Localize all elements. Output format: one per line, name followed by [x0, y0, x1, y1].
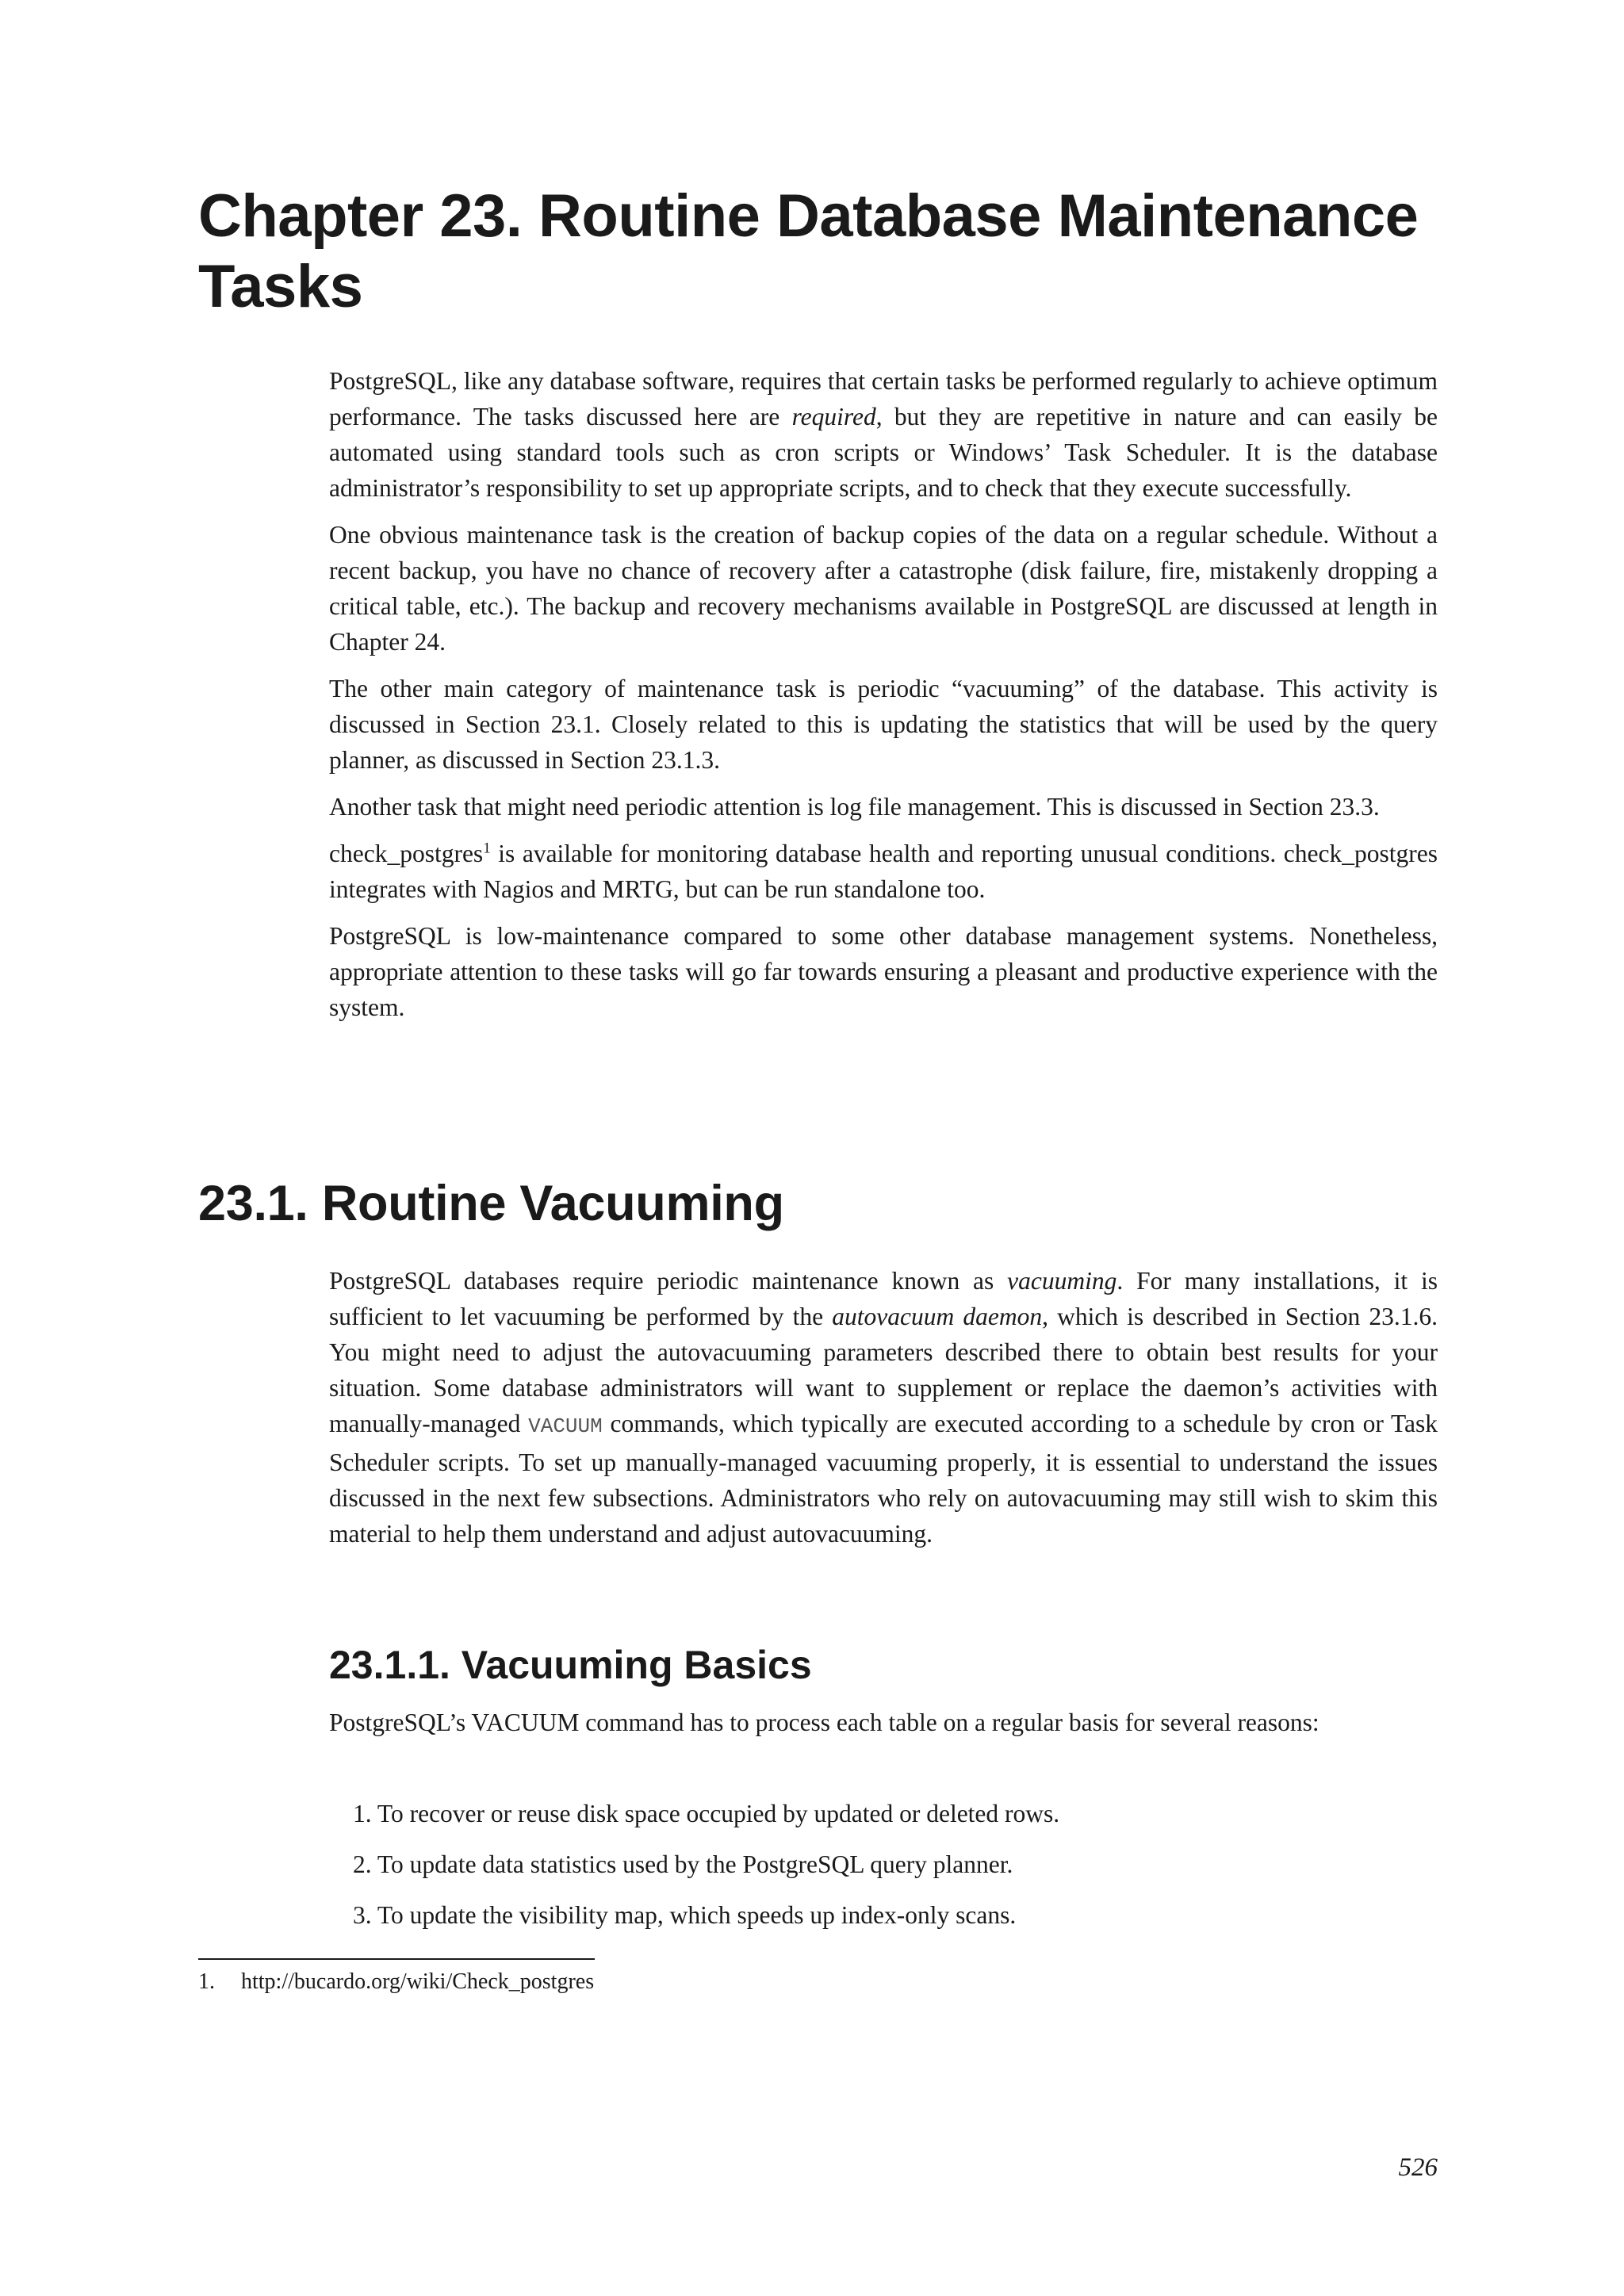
footnote-number: 1. [198, 1969, 215, 1994]
paragraph-low-maintenance: PostgreSQL is low-maintenance compared to some other database management systems. Nonetheless, appropriate attention to these tasks will go far towards ensuring a pleasant and productive experience with the system. [329, 922, 1438, 1021]
paragraph-routine-vacuuming: PostgreSQL databases require periodic maintenance known as vacuuming. For many installations, it is sufficient to let vacuuming be performed by the autovacuum daemon, which is described in Section 23.1.6. You might need to adjust the autovacuuming parameters described there to obtain best results for your situation. Some database administrators will want to supplement or replace the daemon’s activities with manually-managed VACUUM commands, which typically are executed according to a schedule by cron or Task Scheduler scripts. To set up manually-managed vacuuming properly, it is essential to understand the issues discussed in the next few subsections. Administrators who rely on autovacuuming may still wish to skim this material to help them understand and adjust autovacuuming. [329, 1267, 1438, 1548]
list-item: 1. To recover or reuse disk space occupied by updated or deleted rows. [353, 1800, 1060, 1827]
footnote-marker: 1 [483, 840, 491, 857]
list-item: 2. To update data statistics used by the PostgreSQL query planner. [353, 1850, 1013, 1878]
list-item: 3. To update the visibility map, which speeds up index-only scans. [353, 1901, 1017, 1929]
paragraph-vacuum-reasons: PostgreSQL’s VACUUM command has to process each table on a regular basis for several reasons: [329, 1709, 1320, 1736]
paragraph-vacuuming: The other main category of maintenance task is periodic “vacuuming” of the database. This activity is discussed in Section 23.1. Closely related to this is updating the statistics that will be used by the query planner, as discussed in Section 23.1.3. [329, 675, 1438, 774]
subsection-body [329, 1705, 1438, 1740]
section-body [329, 1263, 1438, 1552]
chapter-title: Chapter 23. Routine Database Maintenance Tasks [198, 182, 1419, 320]
emphasis-required: required [791, 403, 876, 430]
subsection-title: 23.1.1. Vacuuming Basics [329, 1643, 812, 1687]
footnote-link[interactable]: http://bucardo.org/wiki/Check_postgres [241, 1969, 595, 1994]
footnote [198, 1966, 594, 1998]
section-title: 23.1. Routine Vacuuming [198, 1176, 784, 1231]
paragraph-backup: One obvious maintenance task is the creation of backup copies of the data on a regular schedule. Without a recent backup, you have no chance of recovery after a catastrophe (disk failure, fire, mistakenly dropping a critical table, etc.). The backup and recovery mechanisms available in PostgreSQL are discussed at length in Chapter 24. [329, 521, 1438, 656]
chapter-intro [329, 363, 1438, 1025]
page-number: 526 [1398, 2153, 1438, 2182]
paragraph-log-management: Another task that might need periodic attention is log file management. This is discussed in Section 23.3. [329, 793, 1380, 821]
reasons-list [329, 1796, 1438, 1948]
footnote-divider [198, 1958, 595, 1960]
code-vacuum: VACUUM [528, 1414, 603, 1438]
paragraph-tasks-overview: PostgreSQL, like any database software, requires that certain tasks be performed regularly to achieve optimum performance. The tasks discussed here are required, but they are repetitive in nature and can easily be automated using standard tools such as cron scripts or Windows’ Task Scheduler. It is the database administrator’s responsibility to set up appropriate scripts, and to check that they execute successfully. [329, 367, 1438, 502]
paragraph-check-postgres: check_postgres$^1$ is available for monitoring database health and reporting unusual conditions. check_postgres integrates with Nagios and MRTG, but can be run standalone too. [329, 840, 1438, 903]
